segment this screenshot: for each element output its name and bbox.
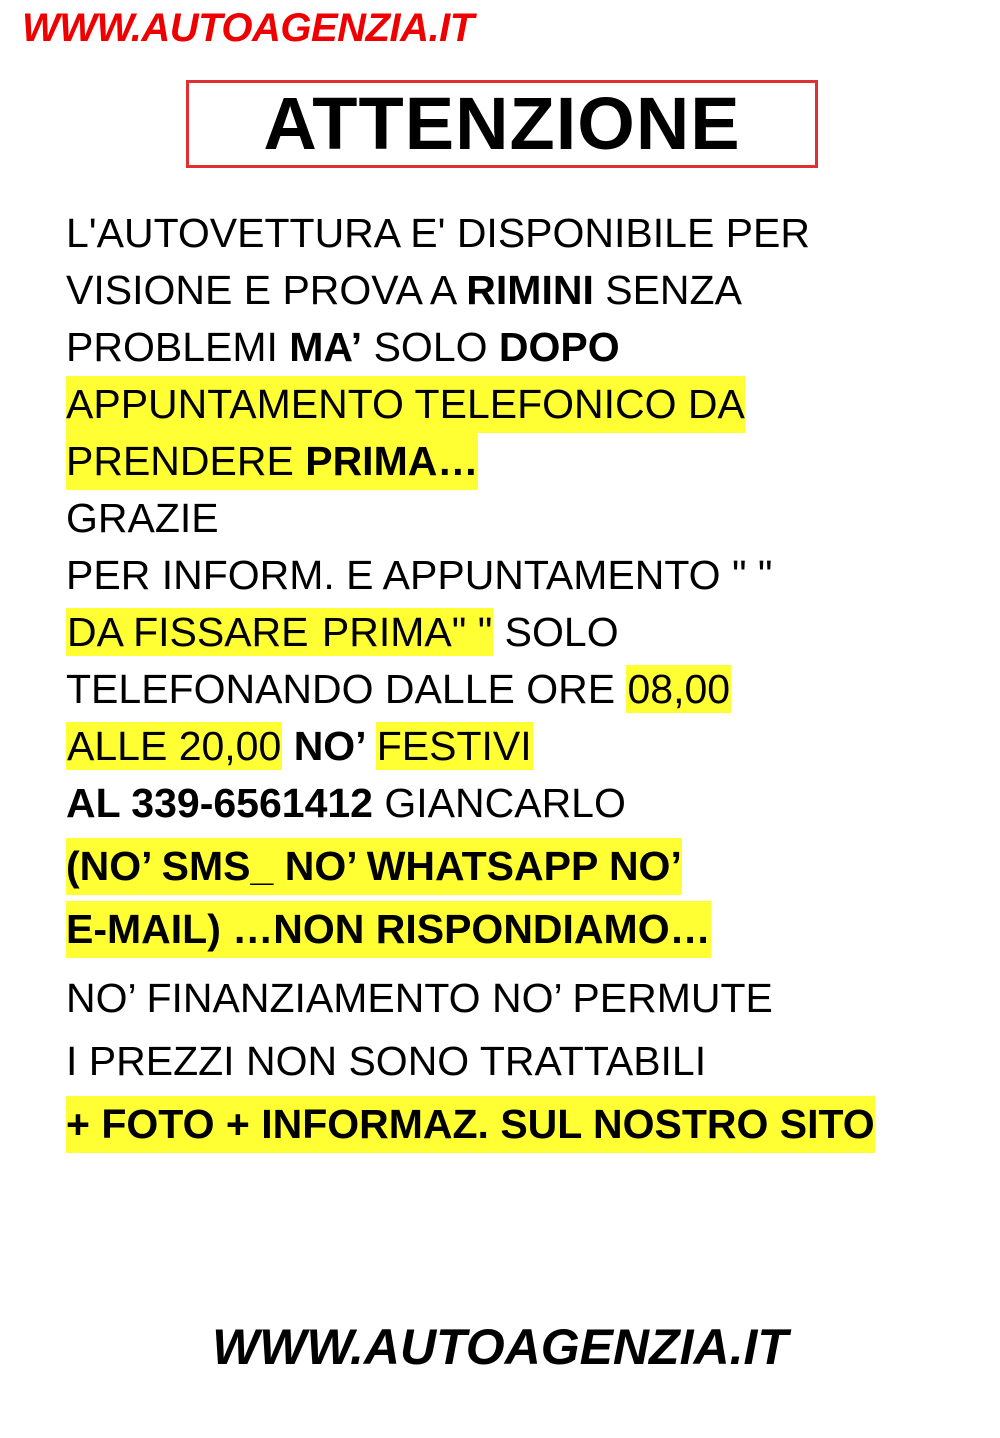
notice-line-11 <box>66 775 966 832</box>
notice-line-10-text-c: FESTIVI <box>376 723 532 769</box>
notice-line-10-text-b: NO’ <box>282 723 376 769</box>
notice-line-3 <box>66 319 966 376</box>
notice-line-8-text-a: DA FISSARE <box>67 609 320 655</box>
notice-line-14 <box>66 970 966 1027</box>
notice-phone-number: AL 339-6561412 <box>66 780 373 826</box>
notice-line-10 <box>66 718 966 775</box>
notice-line-6-text: GRAZIE <box>66 495 219 541</box>
notice-line-2 <box>66 262 966 319</box>
notice-line-9-text-a: TELEFONANDO DALLE ORE <box>66 666 627 712</box>
notice-line-2-text-c: SENZA <box>593 267 742 313</box>
page-title: ATTENZIONE <box>263 82 741 165</box>
notice-line-5-text-b: PRIMA… <box>305 438 479 484</box>
notice-line-14-text: NO’ FINANZIAMENTO NO’ PERMUTE <box>66 975 773 1021</box>
notice-line-5 <box>66 433 966 490</box>
notice-line-1 <box>66 205 966 262</box>
notice-line-3-text-a: PROBLEMI <box>66 324 290 370</box>
notice-line-9 <box>66 661 966 718</box>
notice-line-12 <box>66 838 966 895</box>
notice-line-5-highlight <box>66 433 478 490</box>
notice-line-15-text: I PREZZI NON SONO TRATTABILI <box>66 1038 707 1084</box>
notice-line-7-text: PER INFORM. E APPUNTAMENTO " " <box>66 552 773 598</box>
notice-line-16 <box>66 1096 966 1153</box>
notice-line-1-text: L'AUTOVETTURA E' DISPONIBILE PER <box>66 210 810 256</box>
top-website-banner: WWW.AUTOAGENZIA.IT <box>22 6 474 50</box>
notice-line-7 <box>66 547 966 604</box>
notice-line-8 <box>66 604 966 661</box>
notice-line-3-text-c: SOLO <box>362 324 499 370</box>
notice-opening-hour: 08,00 <box>627 666 731 712</box>
notice-body <box>66 205 966 1153</box>
notice-line-2-text-a: VISIONE E PROVA A <box>66 267 467 313</box>
bottom-website-banner: WWW.AUTOAGENZIA.IT <box>212 1319 788 1375</box>
notice-line-16-text: + FOTO + INFORMAZ. SUL NOSTRO SITO <box>66 1096 875 1153</box>
notice-line-2-city: RIMINI <box>466 267 594 313</box>
notice-line-8-text-b: PRIMA" " <box>321 609 493 655</box>
notice-line-6 <box>66 490 966 547</box>
notice-line-3-text-d: DOPO <box>498 324 620 370</box>
notice-line-13-text: E-MAIL) …NON RISPONDIAMO… <box>66 901 711 958</box>
notice-closing-hour: ALLE 20,00 <box>67 723 282 769</box>
notice-line-8-text-c: SOLO <box>493 609 619 655</box>
notice-line-13 <box>66 901 966 958</box>
notice-line-4-text: APPUNTAMENTO TELEFONICO DA <box>66 376 745 433</box>
notice-line-12-text: (NO’ SMS_ NO’ WHATSAPP NO’ <box>66 838 682 895</box>
notice-line-3-text-b: MA’ <box>289 324 363 370</box>
notice-line-15 <box>66 1033 966 1090</box>
notice-contact-name: GIANCARLO <box>372 780 626 826</box>
notice-line-5-text-a: PRENDERE <box>66 438 306 484</box>
notice-line-4 <box>66 376 966 433</box>
